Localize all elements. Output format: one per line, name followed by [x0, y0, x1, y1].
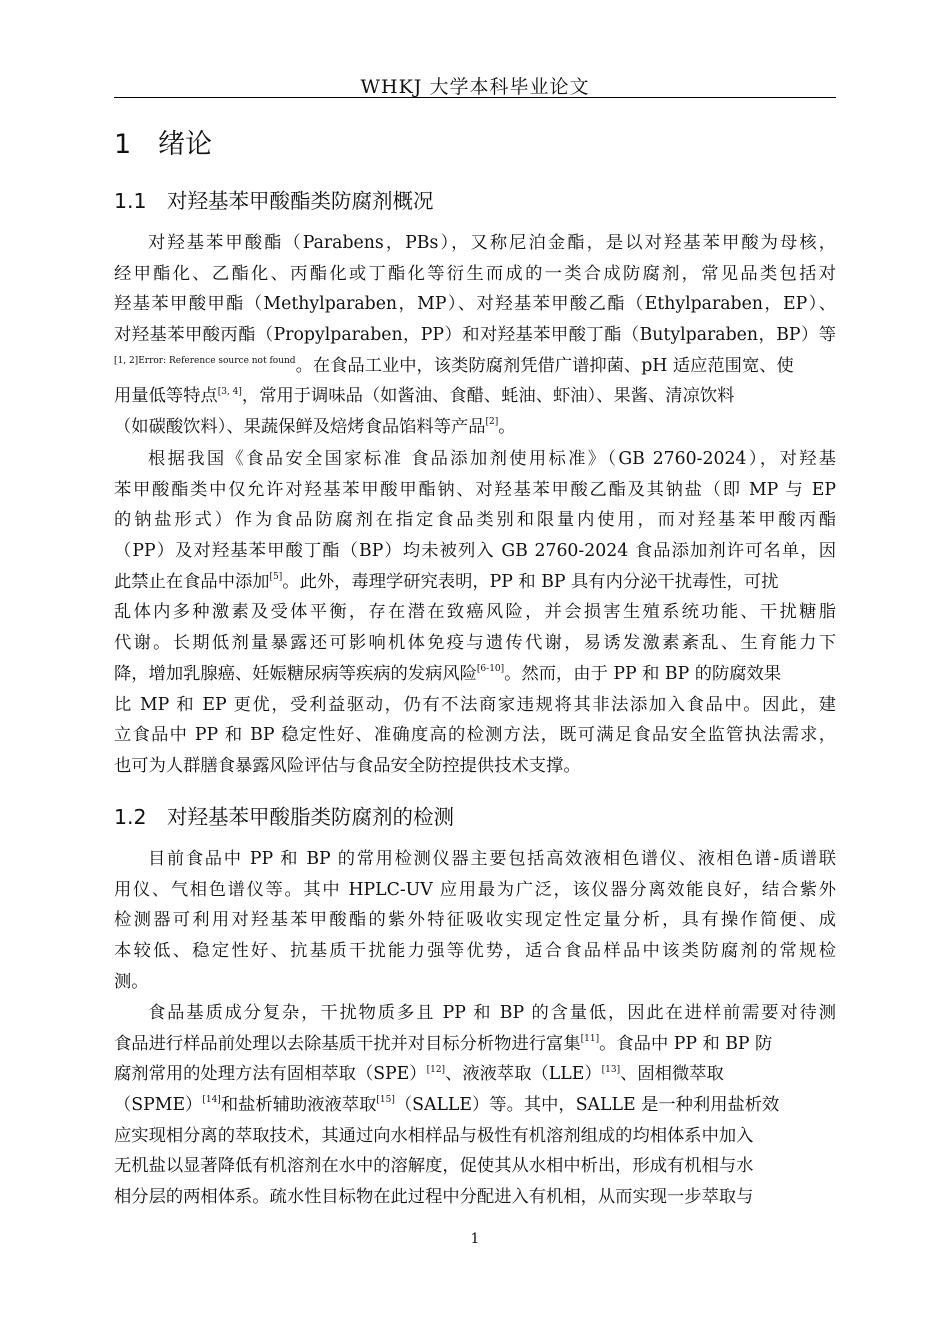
text-line: 降，增加乳腺癌、妊娠糖尿病等疾病的发病风险[6-10]。然而，由于 PP 和 BP 的防腐效果 — [114, 663, 782, 684]
paragraph-3 — [114, 844, 836, 997]
text-line: 检测器可利用对羟基苯甲酸酯的紫外特征吸收实现定性定量分析，具有操作简便、成 — [114, 910, 836, 931]
text-line: 测。 — [114, 971, 149, 992]
chapter-title: 绪论 — [158, 129, 212, 160]
citation: [11] — [580, 1033, 600, 1044]
text-line: 对羟基苯甲酸酯（Parabens，PBs），又称尼泊金酯，是以对羟基苯甲酸为母核， — [148, 233, 836, 253]
text-line: 用仪、气相色谱仪等。其中 HPLC-UV 应用最为广泛，该仪器分离效能良好，结合紫外 — [114, 879, 836, 900]
paragraph-4 — [114, 998, 836, 1213]
text-line: 羟基苯甲酸甲酯（Methylparaben，MP）、对羟基苯甲酸乙酯（Ethylparaben，EP）、 — [114, 294, 836, 315]
section-number: 1.2 — [114, 805, 147, 829]
text-line: 代谢。长期低剂量暴露还可影响机体免疫与遗传代谢，易诱发激素紊乱、生育能力下 — [114, 633, 836, 654]
text-line: 乱体内多种激素及受体平衡，存在潜在致癌风险，并会损害生殖系统功能、干扰糖脂 — [114, 602, 836, 623]
citation: [6-10] — [476, 664, 505, 675]
text-line: 用量低等特点[3, 4]，常用于调味品（如酱油、食醋、蚝油、虾油）、果酱、清凉饮料 — [114, 386, 735, 407]
text-line: （PP）及对羟基苯甲酸丁酯（BP）均未被列入 GB 2760-2024 食品添加剂许可名单，因 — [114, 541, 836, 562]
text-line: 对羟基苯甲酸丙酯（Propylparaben，PP）和对羟基苯甲酸丁酯（Butylparaben，BP）等 — [114, 325, 836, 346]
text-line: 立食品中 PP 和 BP 稳定性好、准确度高的检测方法，既可满足食品安全监管执法需求， — [114, 725, 836, 746]
citation: [2] — [485, 417, 499, 428]
text-line: 苯甲酸酯类中仅允许对羟基苯甲酸甲酯钠、对羟基苯甲酸乙酯及其钠盐（即 MP 与 EP — [114, 479, 836, 500]
text-line: （如碳酸饮料）、果蔬保鲜及焙烤食品馅料等产品[2]。 — [114, 417, 516, 438]
text-line: 比 MP 和 EP 更优，受利益驱动，仍有不法商家违规将其非法添加入食品中。因此，建 — [114, 694, 836, 715]
text-line: 腐剂常用的处理方法有固相萃取（SPE）[12]、液液萃取（LLE）[13]、固相微萃取 — [114, 1064, 724, 1085]
text-line: 根据我国《食品安全国家标准 食品添加剂使用标准》（GB 2760-2024），对羟基 — [148, 449, 836, 469]
citation: [1, 2]Error: Reference source not found — [114, 355, 296, 366]
text-line: 本较低、稳定性好、抗基质干扰能力强等优势，适合食品样品中该类防腐剂的常规检 — [114, 941, 836, 962]
paragraph-1 — [114, 228, 836, 443]
chapter-heading — [114, 122, 212, 161]
citation: [12] — [426, 1064, 446, 1075]
citation: [3, 4] — [217, 386, 242, 397]
citation: [5] — [269, 571, 283, 582]
text-line: 相分层的两相体系。疏水性目标物在此过程中分配进入有机相，从而实现一步萃取与 — [114, 1187, 754, 1208]
section-heading — [114, 184, 434, 214]
text-line: 食品进行样品前处理以去除基质干扰并对目标分析物进行富集[11]。食品中 PP 和 BP 防 — [114, 1033, 773, 1054]
text-line: 也可为人群膳食暴露风险评估与食品安全防控提供技术支撑。 — [114, 755, 581, 776]
section-title: 对羟基苯甲酸酯类防腐剂概况 — [167, 189, 434, 213]
text-line: $^{[1, 2]Error: Reference source not found}$。在食品工业中，该类防腐剂凭借广谱抑菌、pH 适应范围宽、使 — [114, 355, 794, 376]
citation: [14] — [202, 1095, 221, 1106]
text-line: 无机盐以显著降低有机溶剂在水中的溶解度，促使其从水相中析出，形成有机相与水 — [114, 1156, 754, 1177]
chapter-number: 1 — [114, 129, 132, 160]
section-title: 对羟基苯甲酸脂类防腐剂的检测 — [167, 805, 454, 829]
page-header: WHKJ 大学本科毕业论文 — [360, 76, 590, 98]
text-line: 经甲酯化、乙酯化、丙酯化或丁酯化等衍生而成的一类合成防腐剂，常见品类包括对 — [114, 263, 836, 284]
header-rule — [114, 97, 836, 98]
text-line: 应实现相分离的萃取技术，其通过向水相样品与极性有机溶剂组成的均相体系中加入 — [114, 1125, 754, 1146]
text-line: 此禁止在食品中添加[5]。此外，毒理学研究表明，PP 和 BP 具有内分泌干扰毒性，可扰 — [114, 571, 779, 592]
text-line: 的钠盐形式）作为食品防腐剂在指定食品类别和限量内使用，而对羟基苯甲酸丙酯 — [114, 510, 836, 531]
citation: [13] — [601, 1064, 621, 1075]
paragraph-2 — [114, 444, 836, 782]
section-heading — [114, 800, 454, 830]
citation: [15] — [376, 1095, 395, 1106]
text-line: 目前食品中 PP 和 BP 的常用检测仪器主要包括高效液相色谱仪、液相色谱-质谱联 — [148, 849, 836, 869]
text-line: （SPME）[14]和盐析辅助液液萃取[15]（SALLE）等。其中，SALLE 是一种利用盐析效 — [114, 1095, 780, 1116]
page-number: 1 — [470, 1231, 480, 1247]
section-number: 1.1 — [114, 189, 147, 213]
text-line: 食品基质成分复杂，干扰物质多且 PP 和 BP 的含量低，因此在进样前需要对待测 — [148, 1003, 836, 1023]
